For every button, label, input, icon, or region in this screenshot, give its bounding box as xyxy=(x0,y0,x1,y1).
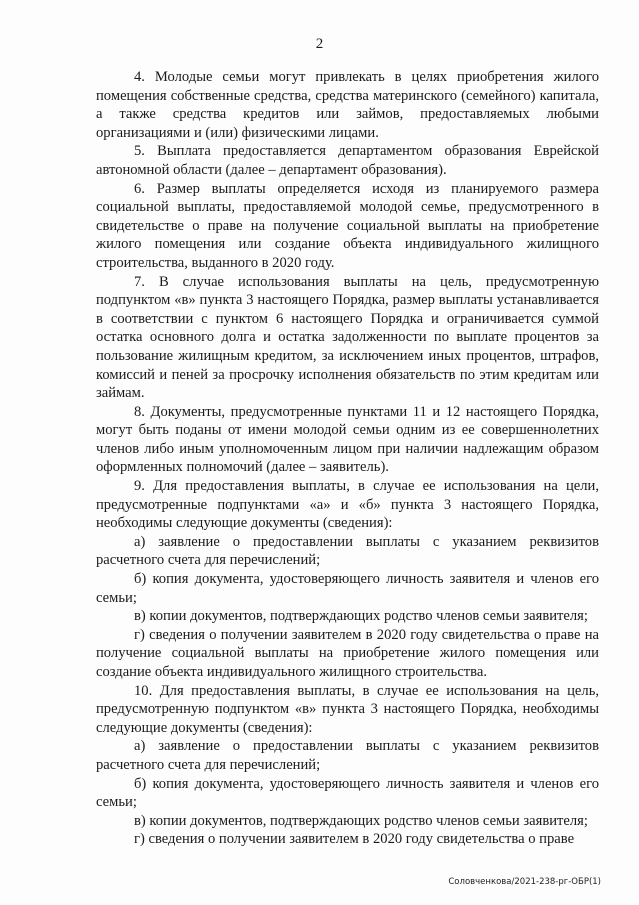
document-body xyxy=(96,68,599,849)
paragraph-10-item-a: а) заявление о предоставлении выплаты с указанием реквизитов расчетного счета для перечислений; xyxy=(96,738,599,773)
paragraph-9: 9. Для предоставления выплаты, в случае ее использования на цели, предусмотренные подпунктами «а» и «б» пункта 3 настоящего Порядка, необходимы следующие документы (сведения): xyxy=(96,478,599,532)
paragraph-6: 6. Размер выплаты определяется исходя из планируемого размера социальной выплаты, предоставляемой молодой семье, предусмотренного в свидетельстве о праве на получение социальной выплаты на приобретение жилого помещения или создание объекта индивидуального жилищного строительства, выданного в 2020 году. xyxy=(96,180,599,271)
paragraph-9-item-a: а) заявление о предоставлении выплаты с указанием реквизитов расчетного счета для перечислений; xyxy=(96,533,599,569)
paragraph-10-item-v: в) копии документов, подтверждающих родство членов семьи заявителя; xyxy=(134,812,588,829)
paragraph-4: 4. Молодые семьи могут привлекать в целях приобретения жилого помещения собственные средства, средства материнского (семейного) капитала, а также средства кредитов или займов, предоставляемых любыми организациями и (или) физическими лицами. xyxy=(96,69,599,141)
paragraph-10-item-g: г) сведения о получении заявителем в 2020 году свидетельства о праве xyxy=(134,831,575,848)
paragraph-8: 8. Документы, предусмотренные пунктами 11 и 12 настоящего Порядка, могут быть поданы от имени молодой семьи одним из ее совершеннолетних членов либо иным уполномоченным лицом при наличии надлежащим образом оформленных полномочий (далее – заявитель). xyxy=(96,403,599,476)
paragraph-10-item-b: б) копия документа, удостоверяющего личность заявителя и членов его семьи; xyxy=(96,775,599,811)
paragraph-10: 10. Для предоставления выплаты, в случае ее использования на цель, предусмотренную подпунктом «в» пункта 3 настоящего Порядка, необходимы следующие документы (сведения): xyxy=(96,682,599,736)
paragraph-9-item-v: в) копии документов, подтверждающих родство членов семьи заявителя; xyxy=(134,608,588,625)
paragraph-7: 7. В случае использования выплаты на цель, предусмотренную подпунктом «в» пункта 3 настоящего Порядка, размер выплаты устанавливается в соответствии с пунктом 6 настоящего Порядка и ограничивается суммой остатка основного долга и остатка задолженности по выплате процентов за пользование жилищным кредитом, за исключением иных процентов, штрафов, комиссий и пеней за просрочку исполнения обязательств по этим кредитам или займам. xyxy=(96,273,599,402)
paragraph-9-item-g: г) сведения о получении заявителем в 2020 году свидетельства о праве на получение социальной выплаты на приобретение жилого помещения или создание объекта индивидуального жилищного строительства. xyxy=(96,626,599,680)
document-footer-code: Соловченкова/2021-238-рг-ОБР(1) xyxy=(448,877,601,887)
paragraph-5: 5. Выплата предоставляется департаментом образования Еврейской автономной области (далее – департамент образования). xyxy=(96,143,599,178)
paragraph-9-item-b: б) копия документа, удостоверяющего личность заявителя и членов его семьи; xyxy=(96,571,599,606)
page-number: 2 xyxy=(315,36,324,52)
